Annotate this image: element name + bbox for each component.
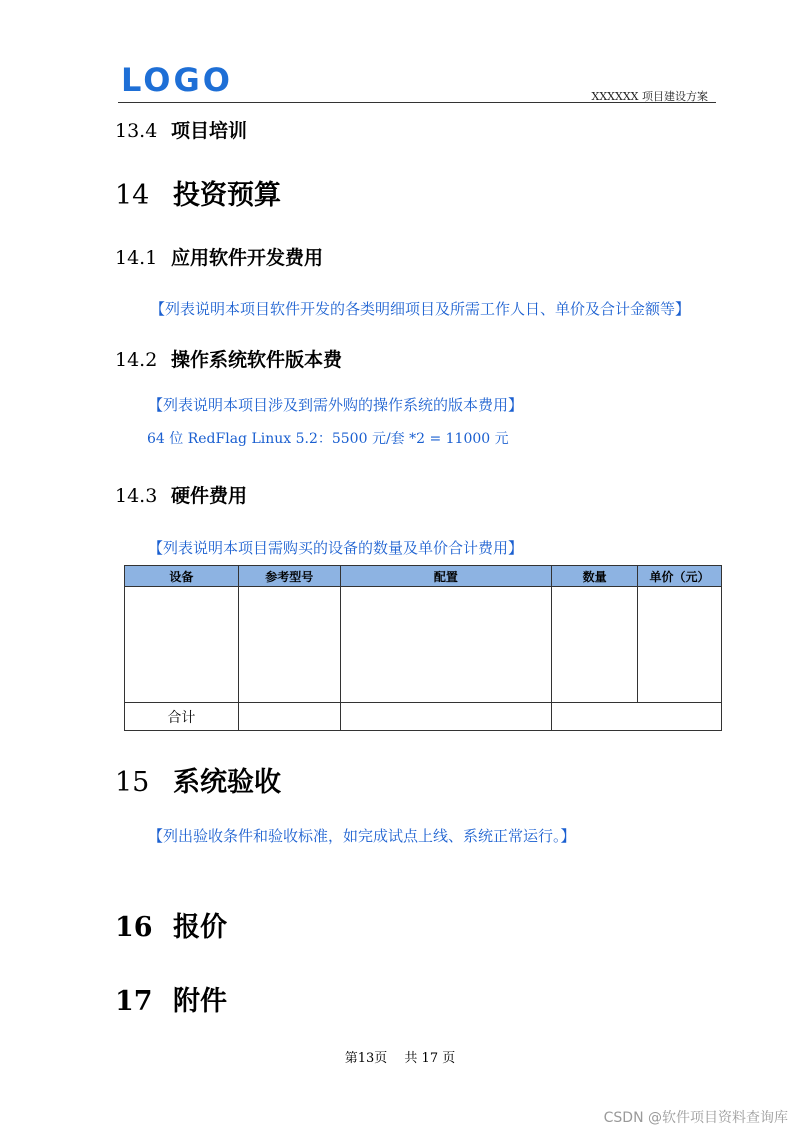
heading-title: 系统验收 — [173, 767, 281, 798]
heading-14-2 — [115, 345, 342, 372]
total-label: 合计 — [125, 703, 239, 731]
column-header-unit-price: 单价（元） — [638, 566, 722, 587]
table-cell — [340, 703, 552, 731]
heading-title: 报价 — [173, 912, 227, 943]
note-14-3: 【列表说明本项目需购买的设备的数量及单价合计费用】 — [148, 539, 524, 557]
table-cell — [238, 587, 340, 703]
table-cell — [552, 587, 638, 703]
note-14-1: 【列表说明本项目软件开发的各类明细项目及所需工作人日、单价及合计金额等】 — [150, 300, 691, 318]
heading-17 — [115, 979, 227, 1018]
table-header-row — [125, 566, 722, 587]
heading-title: 投资预算 — [173, 180, 281, 211]
heading-title: 附件 — [173, 986, 227, 1017]
total-value-cell — [552, 703, 722, 731]
heading-number: 14.1 — [115, 247, 158, 269]
heading-number: 16 — [115, 912, 153, 943]
heading-14 — [115, 173, 281, 212]
logo: LOGO — [121, 61, 233, 99]
page-footer: 第13页 共 17 页 — [344, 1051, 456, 1066]
heading-title: 应用软件开发费用 — [171, 247, 324, 269]
heading-number: 15 — [115, 767, 150, 798]
table-cell — [125, 587, 239, 703]
header-divider — [118, 102, 716, 103]
heading-number: 14.3 — [115, 485, 158, 507]
heading-14-3 — [115, 481, 247, 508]
heading-title: 硬件费用 — [171, 485, 248, 507]
table-cell — [638, 587, 722, 703]
heading-16 — [115, 905, 227, 944]
heading-number: 17 — [115, 986, 153, 1017]
table-total-row — [125, 703, 722, 731]
hardware-cost-table — [124, 565, 722, 731]
heading-13-4 — [115, 116, 247, 143]
heading-14-1 — [115, 243, 323, 270]
note-15: 【列出验收条件和验收标准，如完成试点上线、系统正常运行。】 — [148, 827, 576, 845]
column-header-model: 参考型号 — [238, 566, 340, 587]
heading-number: 14 — [115, 180, 150, 211]
column-header-config: 配置 — [340, 566, 552, 587]
heading-15 — [115, 760, 281, 799]
heading-title: 操作系统软件版本费 — [171, 349, 343, 371]
table-row — [125, 587, 722, 703]
table-cell — [340, 587, 552, 703]
os-license-detail: 64 位 RedFlag Linux 5.2：5500 元/套 *2 = 11000 元 — [147, 431, 509, 447]
heading-number: 14.2 — [115, 349, 158, 371]
heading-title: 项目培训 — [171, 120, 248, 142]
table-cell — [238, 703, 340, 731]
heading-number: 13.4 — [115, 120, 158, 142]
watermark: CSDN @软件项目资料查询库 — [603, 1110, 788, 1126]
column-header-quantity: 数量 — [552, 566, 638, 587]
column-header-device: 设备 — [125, 566, 239, 587]
note-14-2: 【列表说明本项目涉及到需外购的操作系统的版本费用】 — [148, 396, 524, 414]
document-title: XXXXXX 项目建设方案 — [591, 90, 708, 103]
